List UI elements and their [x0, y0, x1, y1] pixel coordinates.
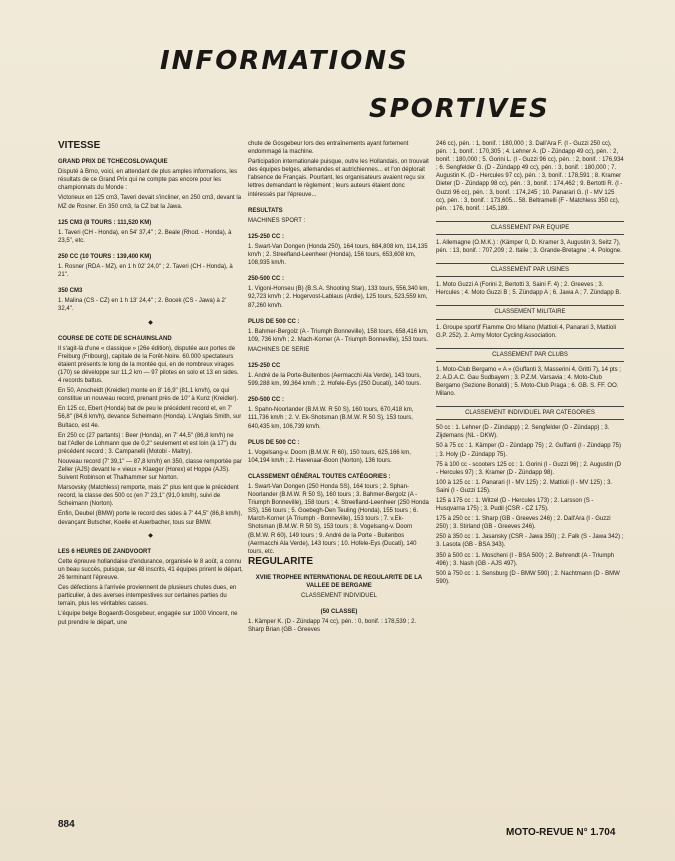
col2-p-14: 1. Spahn-Noorlander (B.M.W. R 50 S), 160 tours, 670,418 km, 111,736 km/h ; 2. V. Ek-Shotsman (B.M.W. R 50 S), 153 tours, 640,435 km, 106,739 km/h. — [248, 407, 414, 430]
col2-p-0: chute de Gosgebeur lors des entraînements ayant fortement endommagé la machine. — [248, 141, 409, 156]
col1-p-15: En 250 cc (27 partants) : Beer (Honda), en 7' 44,5'' (86,8 km/h) ne bat l'Adler de Lohmann que de 0,2'' seulement et est loin (à 17'') du précédent record ; 3. Campanelli (Motobi - Maltry). — [58, 432, 237, 455]
column-1 — [58, 140, 243, 629]
col2-p-12: 1. André de la Porte-Buitenbos (Aermacchi Ala Verde), 143 tours, 599,288 km, 99,364 km/h ; 2. Hofele-Eys (250 Ducati), 140 tours. — [248, 373, 422, 388]
col3-chead2-5: CLASSEMENT MILITAIRE — [436, 305, 624, 319]
col2-p-5: 1. Swart-Van Dongen (Honda 250), 164 tours, 684,808 km, 114,135 km/h ; 2. Streefland-Leenheer (Honda), 156 tours, 653,608 km, 108,935 km/h. — [248, 243, 428, 267]
col2-p-9: 1. Bahmer-Bergolz (A - Triumph Bonneville), 158 tours, 658,416 km, 109, 736 km/h ; 2. Mach-Korner (A - Triumph Bonneville), 153 tours. — [248, 328, 429, 343]
col1-dia-19: ◆ — [148, 532, 153, 539]
col2-p-18: 1. Swart-Van Dongen (250 Honda SS), 164 tours ; 2. Sphan-Noorlander (B.M.W. R 50 S), 160 tours ; 3. Bahmer-Bergolz (A - Triumph Bonneville), 158 tours ; 4. Streefland-Leenheer (250 Honda SS), 156 tours ; 5. Goebegh-Den Teuling (Honda), 155 tours ; 6. March-Korner (A Triumph - Bonneville), 153 tours ; 7. v.Ek-Shotsman (B.M.W. R 50 S), 153 tours ; 8. Vogelsang-v. Doorn (B.M.W. R 60), 149 tours ; 9. André de la Porte - Buitenbos (Aermacchi Ala Verde), 143 tours ; 10. Hofele-Eys (Ducati), 140 tours, etc. — [248, 484, 429, 555]
col1-p-16: Nouveau record (7' 39,1'' — 87,8 km/h) en 350, classe remportée par Zeller (AJS) devant le « vieux » Klaeger (Horex) et Hoppe (AJS). Suivent Robinson et Thalhammer sur Norton. — [58, 458, 242, 482]
col3-p-11: 50 à 75 cc : 1. Kämper (D - Zündapp 75) ; 2. Guffanti (I - Zündapp 75) ; 3. Holy (D - Zündapp 75). — [436, 443, 621, 458]
col2-p-7: 1. Vigoni-Honseu (B) (B.S.A. Shooting Star), 133 tours, 556,340 km, 92,723 km/h ; 2. Hogervost-Lablaus (Ardie), 125 tours, 523,559 km, 87,260 km/h. — [248, 286, 429, 309]
col1-p-13: En 50, Anscheidt (Kreidler) monte en 8' 16,9'' (81,1 km/h), ce qui constitue un nouveau record, prenant près de 10'' à Kunz (Kreidler). — [58, 388, 239, 403]
col3-chead2-7: CLASSEMENT PAR CLUBS — [436, 348, 624, 362]
col1-p-21: Cette épreuve hollandaise d'endurance, organisée le 8 août, a connu un beau succès, puisque, sur 48 inscrits, 41 équipes prirent le départ, 26 terminant l'épreuve. — [58, 558, 243, 582]
page-number: 884 — [58, 819, 75, 830]
column-3 — [436, 140, 624, 588]
col3-p-10: 50 cc : 1. Lehner (D - Zündapp) ; 2. Sengfelder (D - Zündapp) ; 3. Zijdemans (NL - DKW). — [436, 425, 610, 440]
col1-head-1: GRAND PRIX DE TCHECOSLOVAQUIE — [58, 159, 168, 166]
col3-p-6: 1. Groupe sportif Fiamme Oro Milano (Mattioli 4, Panarari 3, Mattioli G.P. 252). 2. Army Motor Cycling Association. — [436, 324, 617, 339]
page-title-informations: INFORMATIONS — [160, 46, 409, 76]
col3-p-16: 250 à 350 cc : 1. Jasansky (CSR - Jawa 350) ; 2. Falk (S - Jawa 342) ; 3. Lasota (GB - BSA 343). — [436, 534, 624, 549]
col2-p-16: 1. Vogelsang-v. Doorn (B.M.W. R 60), 150 tours, 625,166 km, 104,194 km/h ; 2. Havenaar-Boon (Norton), 136 tours. — [248, 449, 411, 464]
col1-p-17: Marsovsky (Matchless) remporte, mais 2'' plus lent que le précédent record, la classe des 500 cc (en 7' 23,1'' (91,0 km/h), suivi de Scheimann (Norton). — [58, 485, 239, 508]
col2-p-10: MACHINES DE SERIE — [248, 346, 310, 353]
col1-head-11: COURSE DE COTE DE SCHAUINSLAND — [58, 335, 172, 342]
col2-sec-19: REGULARITE — [248, 555, 313, 567]
col1-p-2: Disputé à Brno, voici, en attendant de plus amples informations, les résultats de ce Grand Prix qui ne compte pas encore pour les championnats du Monde : — [58, 169, 238, 192]
col3-p-15: 175 à 250 cc : 1. Sharp (GB - Greeves 246) ; 2. Dall'Ara (I - Guzzi 250) ; 3. Stirland (GB - Greeves 246). — [436, 516, 611, 531]
col1-p-7: 1. Rosner (RDA - MZ), en 1 h 02' 24,0'' ; 2. Taveri (CH - Honda), à 21''. — [58, 264, 233, 279]
col2-chead-22: (50 CLASSE) — [320, 609, 358, 616]
col1-head-4: 125 CM3 (8 TOURS : 111,520 KM) — [58, 219, 152, 226]
col3-chead2-9: CLASSEMENT INDIVIDUEL PAR CATEGORIES — [436, 406, 624, 420]
col3-p-8: 1. Moto-Club Bergamo « A » (Guffanti 3, Masserini 4, Gritti 7), 14 pts ; 2. A.D.A.C. Gau Sudbayern ; 3. P.Z.M. Varsavia ; 4. Moto-Club Bergamo (Sezione Bonaldi) ; 5. Moto-Club Praga ; 6. GB. S. FF. OO. Milano. — [436, 366, 621, 398]
col2-head-11: 125-250 CC — [248, 362, 281, 369]
col1-head-8: 350 CM3 — [58, 288, 83, 295]
col1-p-22: Ces défections à l'arrivée proviennent de plusieurs chutes dues, en particulier, à des averses intempestives sur certaines parties du terrain, plus les véritables casses. — [58, 585, 237, 608]
col2-chead-20: XVIIE TROPHEE INTERNATIONAL DE REGULARITE DE LA VALLEE DE BERGAME — [255, 574, 423, 590]
col3-p-13: 100 à 125 cc : 1. Panarari (I - MV 125) ; 2. Mattioli (I - MV 125) ; 3. Saini (I - Guzzi 125). — [436, 479, 613, 494]
col3-p-2: 1. Allemagne (O.M.K.) : (Kämper 0, D. Kramer 3, Augustin 3, Seitz 7), pén. : 13, bonif. : 707,209 ; 2. Italie ; 3. Grande-Bretagne ; 4. Pologne. — [436, 239, 622, 255]
col3-p-0: 246 cc), pén. : 1, bonif. : 180,000 ; 3. Dall'Ara F. (I - Guzzi 250 cc), pén. : 1, bonif. : 170,305 ; 4. Lehner A. (D - Zündapp 49 cc), pén. : 2, bonif. : 180,000 ; 5. Gorini L. (I - Guzzi 96 cc), pén. : 2, bonif. : 176,934 ; 6. Sengfelder G. (D - Zündapp 49 cc), pén. : 3, bonif. : 180,000 ; 7. Augustin K. (D - Hercules 97 cc), pén. : 3, bonif. : 178,591 ; 8. Kramer Dieter (D - Zündapp 98 cc), pén. : 3, bonif. : 174,462 ; 9. Bertotti R. (I - Guzzi 96 cc), pén. : 3, bonif. : 174,245 ; 10. Panarari G. (I - MV 125 cc), pén. : 3, bonif. : 173,605... 58. Beltramelli (F - Matchless 350 cc), pén. : 176, bonif. : 145,189. — [436, 141, 624, 212]
col1-head-20: LES 6 HEURES DE ZANDVOORT — [58, 548, 152, 555]
column-2 — [248, 140, 430, 637]
col1-p-23: L'équipe belge Bogaerdt-Gosgebeur, engagée sur 1000 Vincent, ne put prendre le départ, une — [58, 611, 238, 626]
col2-head-17: CLASSEMENT GÉNÉRAL TOUTES CATÉGORIES : — [248, 473, 391, 480]
col1-p-5: 1. Taveri (CH - Honda), en 54' 37,4'' ; 2. Beale (Rhod. - Honda), à 23,5'', etc. — [58, 229, 232, 244]
col2-head-2: RESULTATS — [248, 207, 283, 214]
col2-head-8: PLUS DE 500 CC : — [248, 318, 300, 325]
col1-head-6: 250 CC (10 TOURS : 139,400 KM) — [58, 253, 152, 260]
col3-chead2-3: CLASSEMENT PAR USINES — [436, 263, 624, 277]
col3-p-4: 1. Moto Guzzi A (Forini 2, Bertotti 3, Saini F. 4) ; 2. Greeves ; 3. Hercules ; 4. Moto Guzzi B ; 5. Zündapp A ; 6. Jawa A ; 7. Zündapp B. — [436, 282, 622, 297]
col2-p-23: 1. Kämper K. (D - Zündapp 74 cc), pén. : 0, bonif. : 178,539 ; 2. Sharp Brian (GB - Greeves — [248, 619, 417, 634]
page-title-sportives: SPORTIVES — [369, 94, 550, 124]
col1-dia-10: ◆ — [148, 319, 153, 326]
col1-p-14: En 125 cc, Ebert (Honda) bat de peu le précédent record et, en 7' 56,8'' (84,6 km/h), devance Scheimann (Honda). L'Anglais Smith, sur Bultaco, est 4e. — [58, 406, 242, 429]
col2-head-6: 250-500 CC : — [248, 276, 285, 283]
col2-p-3: MACHINES SPORT : — [248, 217, 306, 224]
col1-p-12: Il s'agit-là d'une « classique » (26e édition), disputée aux portes de Freiburg (Fribourg), capitale de la Forêt-Noire. 60.000 spectateurs étaient présents le long de la montée qui, en de nombreux virages (170) se développe sur 11,2 km — 97 pilotes en solo et 13 en sides. 4 records battus. — [58, 345, 239, 385]
magazine-footer: MOTO-REVUE N° 1.704 — [506, 827, 616, 838]
col1-p-9: 1. Malina (CS - CZ) en 1 h 13' 24,4'' ; 2. Bocek (CS - Jawa) à 2' 32,4''. — [58, 298, 226, 313]
col2-head-13: 250-500 CC : — [248, 397, 285, 404]
col3-p-14: 125 à 175 cc : 1. Witzel (D - Hercules 173) ; 2. Larsson (S - Husqvarna 175) ; 3. Pudil (CSR - CZ 175). — [436, 498, 594, 513]
col1-sec-0: VITESSE — [58, 140, 101, 151]
col2-head-4: 125-250 CC : — [248, 233, 285, 240]
col2-p-1: Participation internationale puisque, outre les Hollandais, on trouvait des équipes belges, allemandes et autrichiennes... et l'on déplorait l'absence de Français. Pourtant, les organisateurs avaient reçu six lettres demandant le règlement ; leurs auteurs étaient donc intéressés par l'épreuve... — [248, 159, 429, 198]
col3-p-18: 500 à 750 cc : 1. Sensburg (D - BMW 590) ; 2. Nachtmann (D - BMW 590). — [436, 570, 620, 585]
col3-chead2-1: CLASSEMENT PAR EQUIPE — [436, 221, 624, 235]
col3-p-17: 350 à 500 cc : 1. Moscheni (I - BSA 500) ; 2. Behrendt (A - Triumph 496) ; 3. Nash (GB - AJS 497). — [436, 552, 615, 567]
col1-p-18: Enfin, Deubel (BMW) porte le record des sides à 7' 44,5'' (86,8 km/h), devançant Butscher, Koelle et Auerbacher, tous sur BMW. — [58, 511, 243, 526]
col1-p-3: Victorieux en 125 cm3, Taveri devait s'incliner, en 250 cm3, devant la MZ de Rosner. En 350 cm3, la CZ bat la Jawa. — [58, 195, 242, 210]
col3-p-12: 75 à 100 cc - scooters 125 cc : 1. Gorini (I - Guzzi 96) ; 2. Augustin (D - Hercules 97) ; 3. Kramer (D - Zündapp 98). — [436, 461, 622, 476]
col2-center-21: CLASSEMENT INDIVIDUEL — [301, 593, 377, 600]
col2-head-15: PLUS DE 500 CC : — [248, 439, 300, 446]
